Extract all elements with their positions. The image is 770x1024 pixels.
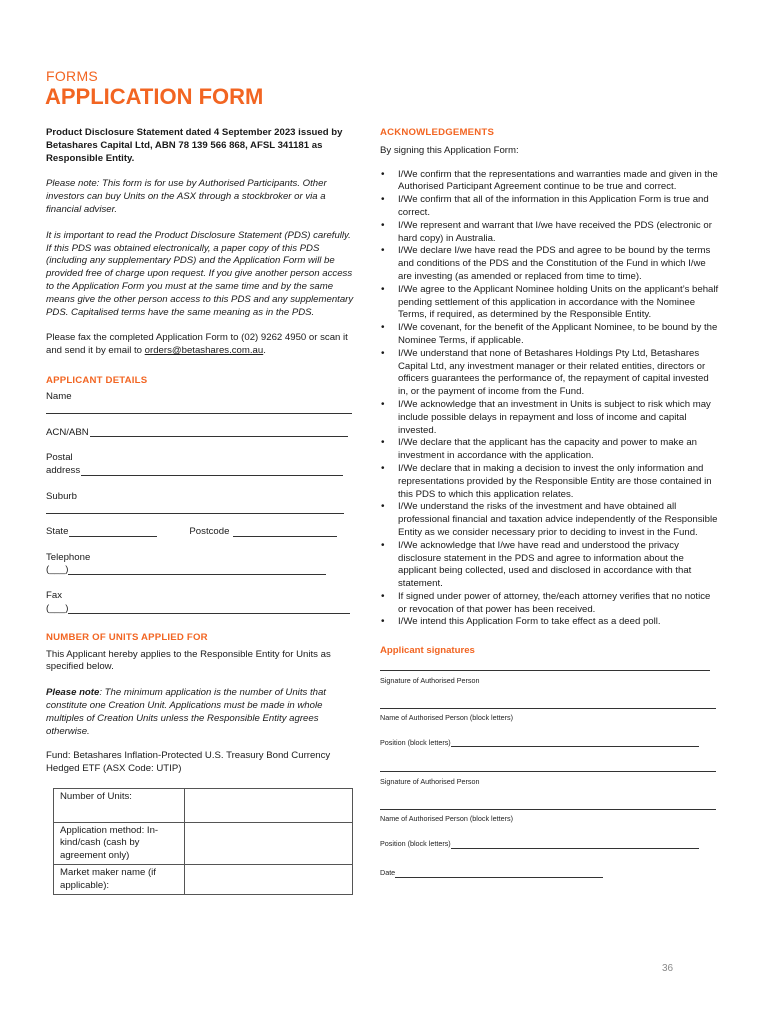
name-label: Name <box>46 390 72 402</box>
list-item: • I/We declare that the applicant has the capacity and power to make an investment in accordance with the application. <box>380 437 720 463</box>
list-item: • I/We understand the risks of the investment and have obtained all professional financial and taxation advice independently of the Responsible Entity as we consider necessary prior to deciding to invest in the Fund. <box>380 501 720 539</box>
left-column <box>46 127 358 895</box>
list-item: • I/We confirm that all of the information in this Application Form is true and correct. <box>380 194 720 220</box>
postcode-label: Postcode <box>189 525 230 537</box>
fund-name: Fund: Betashares Inflation-Protected U.S. Treasury Bond Currency Hedged ETF (ASX Code: UTIP) <box>46 750 331 775</box>
postal-label: Postal <box>46 452 73 464</box>
list-item: • I/We covenant, for the benefit of the Applicant Nominee, to be bound by the Nominee Terms, if applicable. <box>380 322 720 348</box>
date-label: Date <box>380 867 396 877</box>
units-heading: NUMBER OF UNITS APPLIED FOR <box>46 631 208 643</box>
position-label-2: Position (block letters) <box>380 839 451 849</box>
list-item: • I/We confirm that the representations and warranties made and given in the Authorised Participant Agreement continue to be true and correct. <box>380 169 720 195</box>
method-input[interactable] <box>185 822 353 865</box>
name-field-2[interactable] <box>380 809 716 810</box>
postcode-field[interactable] <box>233 536 337 537</box>
position-label-1: Position (block letters) <box>380 737 451 747</box>
units-table <box>53 788 353 896</box>
pds-intro: Product Disclosure Statement dated 4 September 2023 issued by Betashares Capital Ltd, ABN 78 139 566 868, AFSL 341181 as Responsible Entity. <box>46 127 343 164</box>
suburb-field[interactable] <box>46 513 344 514</box>
fax-field[interactable] <box>68 613 350 614</box>
list-item: • I/We represent and warrant that I/we have received the PDS (electronic or hard copy) in Australia. <box>380 220 720 246</box>
acn-field[interactable] <box>90 436 348 437</box>
position-row-1 <box>380 737 720 750</box>
orders-email-link[interactable]: orders@betashares.com.au <box>144 345 264 357</box>
position-row-2 <box>380 838 720 851</box>
acknowledgements-list <box>380 169 720 630</box>
fax-instructions: Please fax the completed Application Form to (02) 9262 4950 or scan it and send it by email to orders@betashares.com.au. <box>46 332 348 357</box>
list-item: • I/We acknowledge that I/we have read and understood the privacy disclosure statement in the PDS and agree to information about the applicant being collected, used and disclosed in accordance with that statement. <box>380 540 720 591</box>
ap-note: Please note: This form is for use by Authorised Participants. Other investors can buy Units on the ASX through a stockbroker or via a financial adviser. <box>46 178 327 215</box>
applicant-details-heading: APPLICANT DETAILS <box>46 374 148 386</box>
units-input[interactable] <box>185 788 353 822</box>
list-item: • If signed under power of attorney, the/each attorney verifies that no notice or revocation of that power has been received. <box>380 591 720 617</box>
date-row <box>380 867 720 880</box>
address-label: address <box>46 465 81 477</box>
signature-field-1[interactable] <box>380 670 710 671</box>
page-number: 36 <box>662 963 674 974</box>
name-label-2: Name of Authorised Person (block letters) <box>380 814 514 824</box>
acn-row <box>46 427 358 440</box>
fax-area-code: (___) <box>46 602 69 614</box>
signature-label-2: Signature of Authorised Person <box>380 777 480 787</box>
name-label-1: Name of Authorised Person (block letters) <box>380 712 514 722</box>
name-field-1[interactable] <box>380 708 716 709</box>
position-field-2[interactable] <box>451 848 699 849</box>
state-postcode-row <box>46 526 358 539</box>
address-field[interactable] <box>81 475 343 476</box>
address-row <box>46 465 358 478</box>
fax-row <box>46 603 358 616</box>
telephone-label: Telephone <box>46 551 91 563</box>
right-column <box>380 127 720 880</box>
units-intro: This Applicant hereby applies to the Responsible Entity for Units as specified below. <box>46 648 331 673</box>
market-maker-label: Market maker name (if applicable): <box>54 865 185 895</box>
signatures-heading: Applicant signatures <box>380 645 475 657</box>
market-maker-input[interactable] <box>185 865 353 895</box>
list-item: • I/We understand that none of Betashares Holdings Pty Ltd, Betashares Capital Ltd, any investment manager or their related entities, directors or officers guarantees the performance of, the repayment of capital invested in, or the payment of income from the Fund. <box>380 348 720 399</box>
date-field[interactable] <box>395 877 603 878</box>
telephone-area-code: (___) <box>46 564 69 576</box>
name-field[interactable] <box>46 413 352 414</box>
method-label: Application method: In-kind/cash (cash by agreement only) <box>54 822 185 865</box>
acknowledgements-intro: By signing this Application Form: <box>380 144 519 156</box>
table-row <box>54 822 353 865</box>
table-row <box>54 788 353 822</box>
list-item: • I/We acknowledge that an investment in Units is subject to risk which may include possible delays in repayment and loss of income and capital invested. <box>380 399 720 437</box>
telephone-field[interactable] <box>68 574 326 575</box>
telephone-row <box>46 564 358 577</box>
pds-important-note: It is important to read the Product Disclosure Statement (PDS) carefully. If this PDS was obtained electronically, a paper copy of this PDS (including any supplementary PDS) and the Application Form will be provided free of charge upon request. If you give another person access to the Application Form you must at the same time and by the same means give the other person access to this PDS and any supplementary PDS. Capitalised terms have the same meaning as in the PDS. <box>46 229 354 318</box>
signature-label-1: Signature of Authorised Person <box>380 676 480 686</box>
acn-label: ACN/ABN <box>46 426 89 438</box>
list-item: • I/We intend this Application Form to take effect as a deed poll. <box>380 616 720 629</box>
table-row <box>54 865 353 895</box>
suburb-label: Suburb <box>46 490 77 502</box>
list-item: • I/We declare that in making a decision to invest the only information and representations provided by the Responsible Entity are those contained in this PDS to which this application relates. <box>380 463 720 501</box>
units-label: Number of Units: <box>54 788 185 822</box>
state-field[interactable] <box>69 536 157 537</box>
state-label: State <box>46 525 69 537</box>
position-field-1[interactable] <box>451 746 699 747</box>
minimum-application-note: Please note: The minimum application is the number of Units that constitute one Creation Unit. Applications must be made in whole multiples of Creation Units unless the Responsible Entity agrees otherwise. <box>46 687 326 737</box>
list-item: • I/We agree to the Applicant Nominee holding Units on the applicant’s behalf pending settlement of this application in accordance with the Nominee Terms, if required, as determined by the Responsible Entity. <box>380 284 720 322</box>
acknowledgements-heading: ACKNOWLEDGEMENTS <box>380 127 495 138</box>
list-item: • I/We declare I/we have read the PDS and agree to be bound by the terms and conditions of the PDS and the Constitution of the Fund in which I/we are investing (as amended or replaced from time to time). <box>380 245 720 283</box>
page-title: APPLICATION FORM <box>45 84 264 109</box>
fax-label: Fax <box>46 590 62 602</box>
signature-field-2[interactable] <box>380 771 716 772</box>
section-label: FORMS <box>46 68 99 84</box>
